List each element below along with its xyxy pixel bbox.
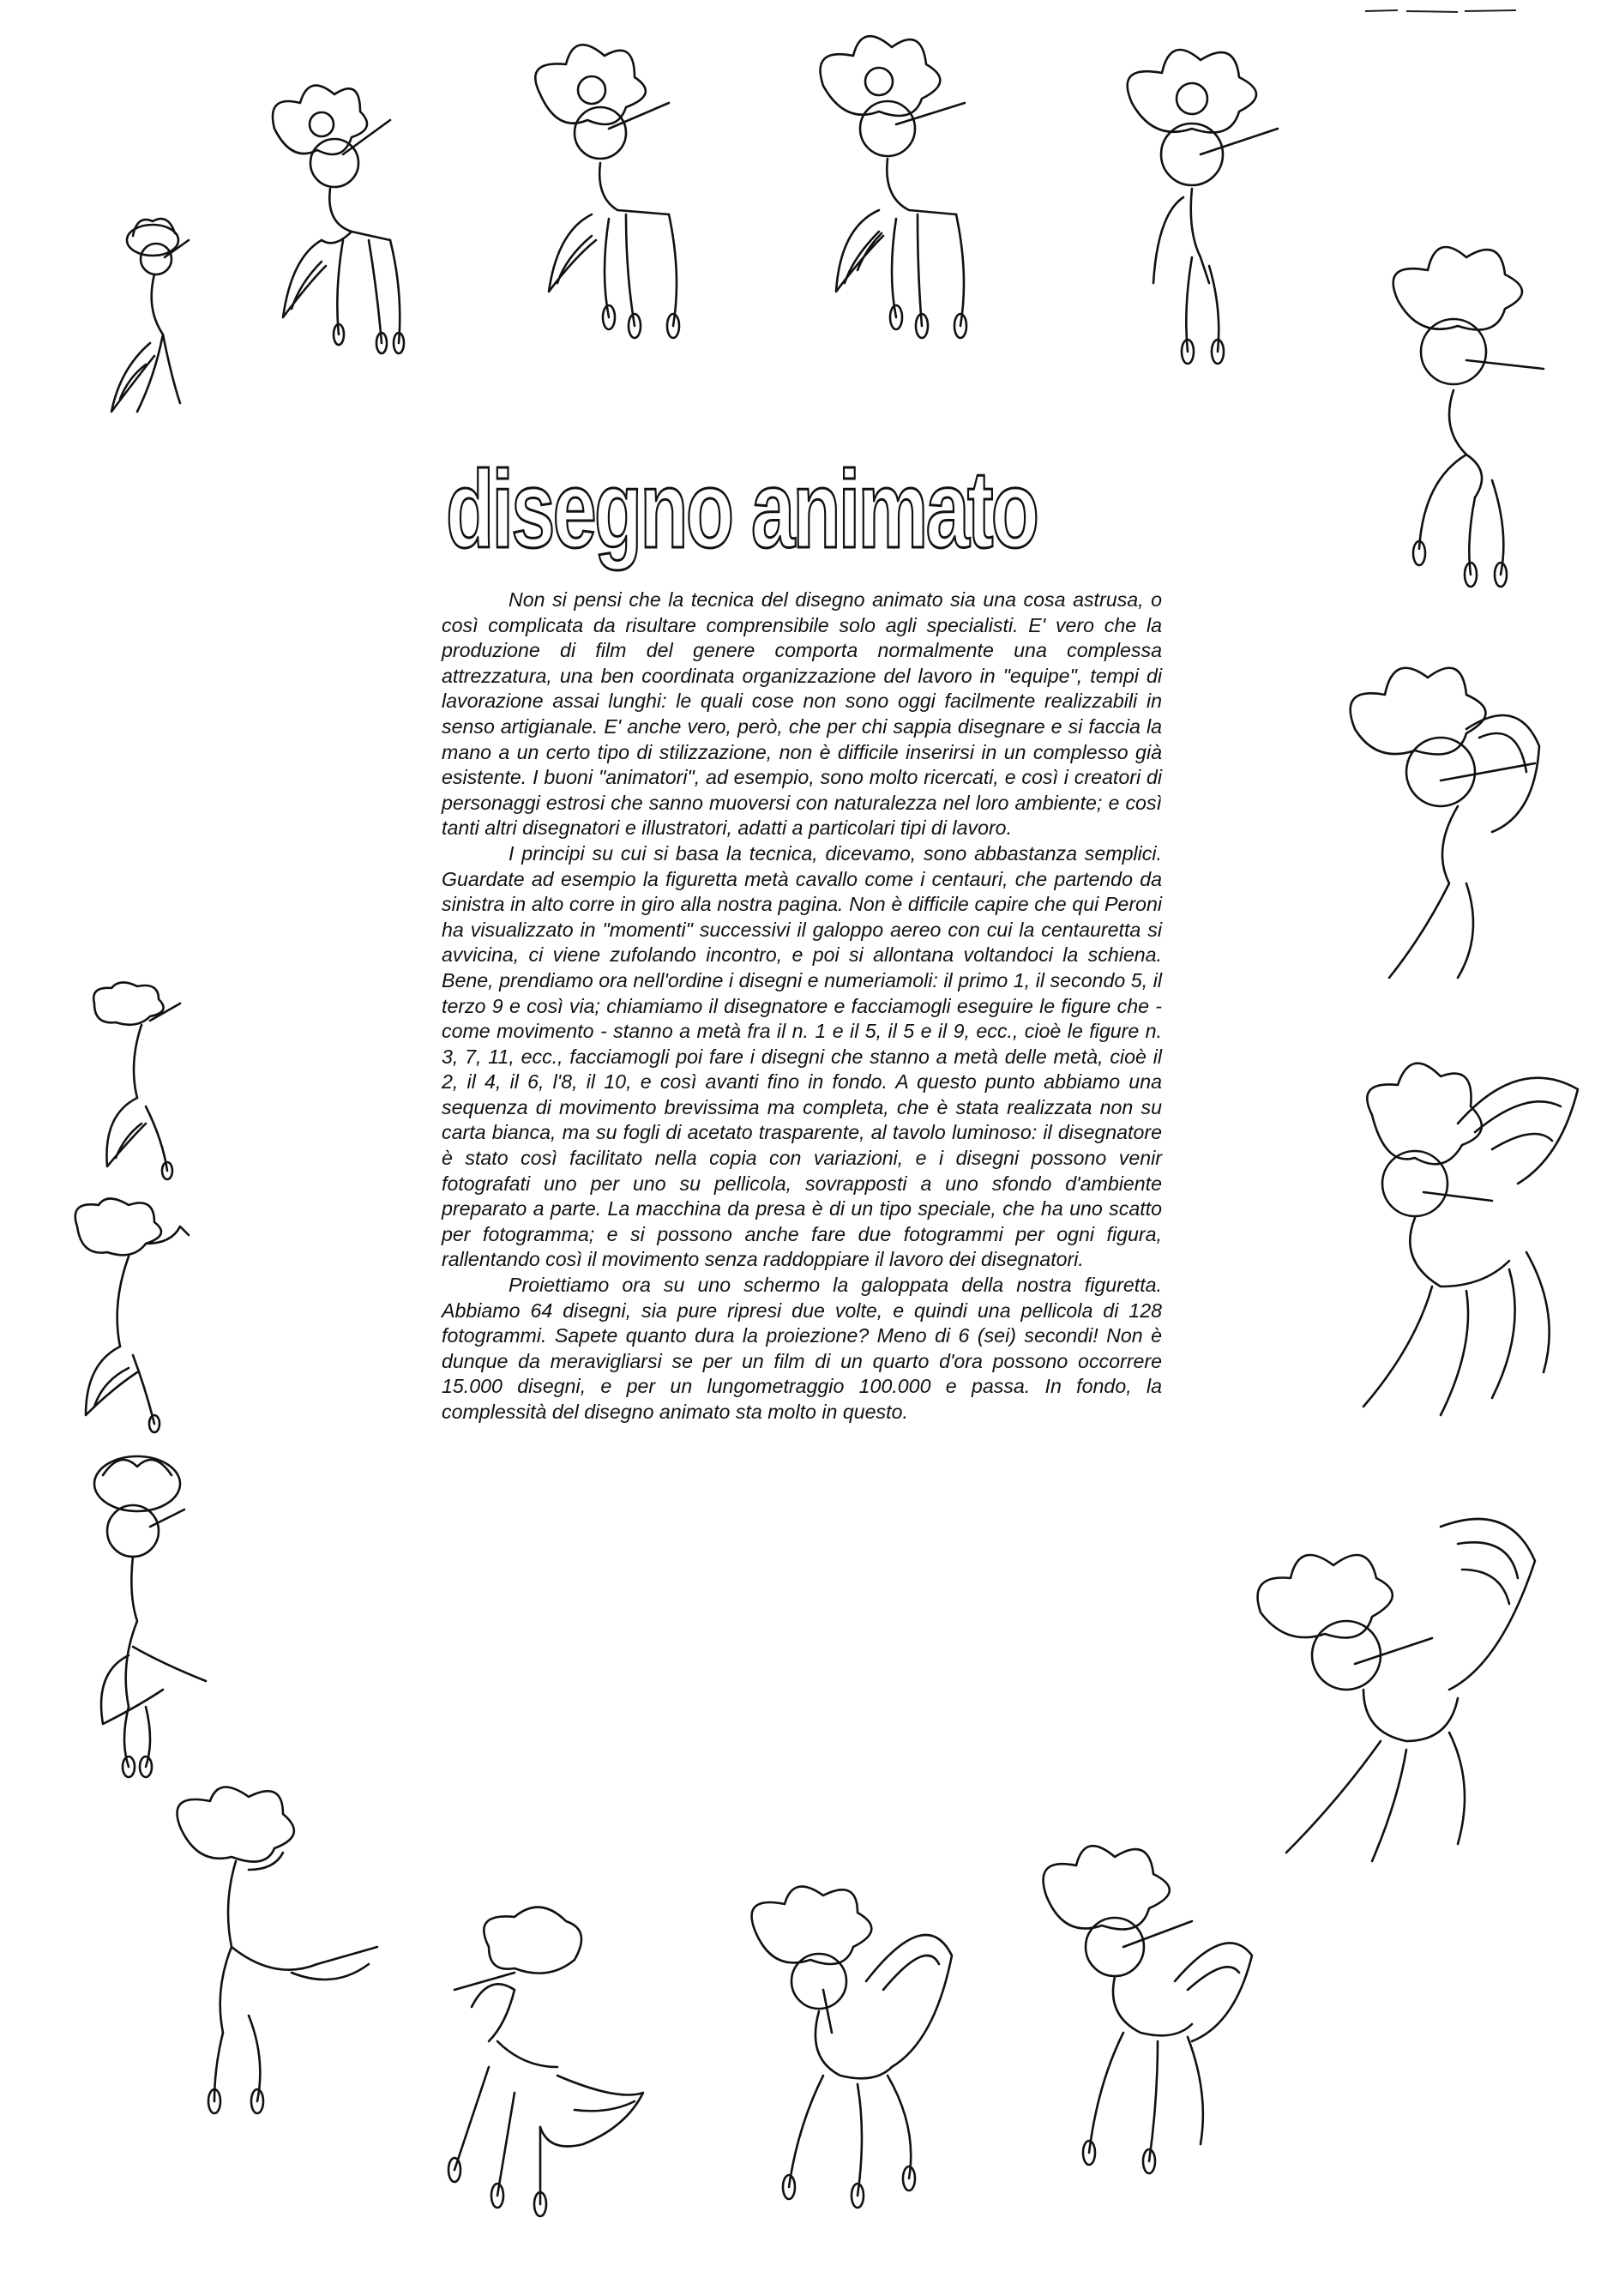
centaur-figure-15	[60, 1192, 206, 1432]
centaur-figure-13	[163, 1775, 386, 2118]
centaur-figure-14	[69, 1449, 223, 1775]
article-paragraph-3: Proiettiamo ora su uno schermo la galoppata della nostra figuretta. Abbiamo 64 disegni, sia pure ripresi due volte, e quindi una pellicola di 128 fotogrammi. Sapete quanto dura la proiezione? Meno di 6 (sei) secondi! Non è dunque da meravigliarsi se per un film di un quarto d'ora possono occorrere 15.000 disegni, e per un lungometraggio 100.000 e passa. In fondo, la complessità del disegno animato sta molto in questo.	[442, 1274, 1162, 1423]
article-body	[442, 588, 1162, 1425]
page-title: disegno animato	[446, 449, 1038, 571]
article-paragraph-1: Non si pensi che la tecnica del disegno animato sia una cosa astrusa, o così complicata da risultare comprensibile solo agli specialisti. E' vero che la produzione di film del genere comporta normalmente una complessa attrezzatura, una ben coordinata organizzazione del lavoro in "equipe", tempi di lavorazione assai lunghi: le quali cose non sono oggi facilmente realizzabili in senso artigianale. E' anche vero, però, che per chi sappia disegnare e si faccia la mano a un certo tipo di stilizzazione, non è difficile inserirsi in un complesso già esistente. I buoni "animatori", ad esempio, sono molto ricercati, e così i creatori di personaggi estrosi che sanno muoversi con naturalezza nel loro ambiente; e così tanti altri disegnatori e illustratori, adatti a particolari tipi di lavoro.	[442, 588, 1162, 840]
scan-mark	[1363, 5, 1518, 17]
article-paragraph-2: I principi su cui si basa la tecnica, dicevamo, sono abbastanza semplici. Guardate ad esempio la figuretta metà cavallo come i centauri, che partendo da sinistra in alto corre in giro alla nostra pagina. Non è difficile capire che qui Peroni ha visualizzato in "momenti" successivi il galoppo aereo con cui la centauretta si avvicina, ci viene zufolando incontro, e poi si allontana voltandoci la schiena. Bene, prendiamo ora nell'ordine i disegni e numeriamoli: il primo 1, il secondo 5, il terzo 9 e così via; chiamiamo il disegnatore e facciamogli eseguire le figure che - come movimento - stanno a metà fra il n. 1 e il 5, il 5 e il 9, ecc., cioè le figure n. 3, 7, 11, ecc., facciamogli poi fare i disegni che stanno a metà delle metà, cioè il 2, il 4, il 6, l'8, il 10, e così avanti fino in fondo. A questo punto abbiamo una sequenza di movimento brevissima ma completa, che è stata realizzata non su carta bianca, ma su fogli di acetato trasparente, al tavolo luminoso: il disegnatore è stato così facilitato nella copia con variazioni, e i disegni possono venir fotografati uno per uno su pellicola, sovrapposti a uno sfondo d'ambiente preparato a parte. La macchina da presa è di un tipo speciale, che ha uno scatto per fotogramma; e si possono anche fare due fotogrammi per ogni figura, rallentando così il movimento senza raddoppiare il lavoro dei disegnatori.	[442, 841, 1162, 1271]
centaur-figure-9	[1252, 1492, 1561, 1870]
centaur-figure-2	[240, 69, 420, 360]
centaur-figure-10	[1029, 1827, 1261, 2170]
centaur-figure-12	[420, 1895, 677, 2221]
centaur-figure-3	[497, 26, 695, 343]
centaur-figure-6	[1372, 223, 1569, 583]
centaur-figure-1	[86, 206, 206, 429]
centaur-figure-4	[789, 17, 986, 343]
centaur-figure-8	[1303, 1038, 1586, 1432]
centaur-figure-7	[1338, 626, 1578, 986]
centaur-figure-16	[77, 978, 197, 1184]
centaur-figure-5	[1106, 26, 1303, 369]
centaur-figure-11	[737, 1870, 960, 2213]
